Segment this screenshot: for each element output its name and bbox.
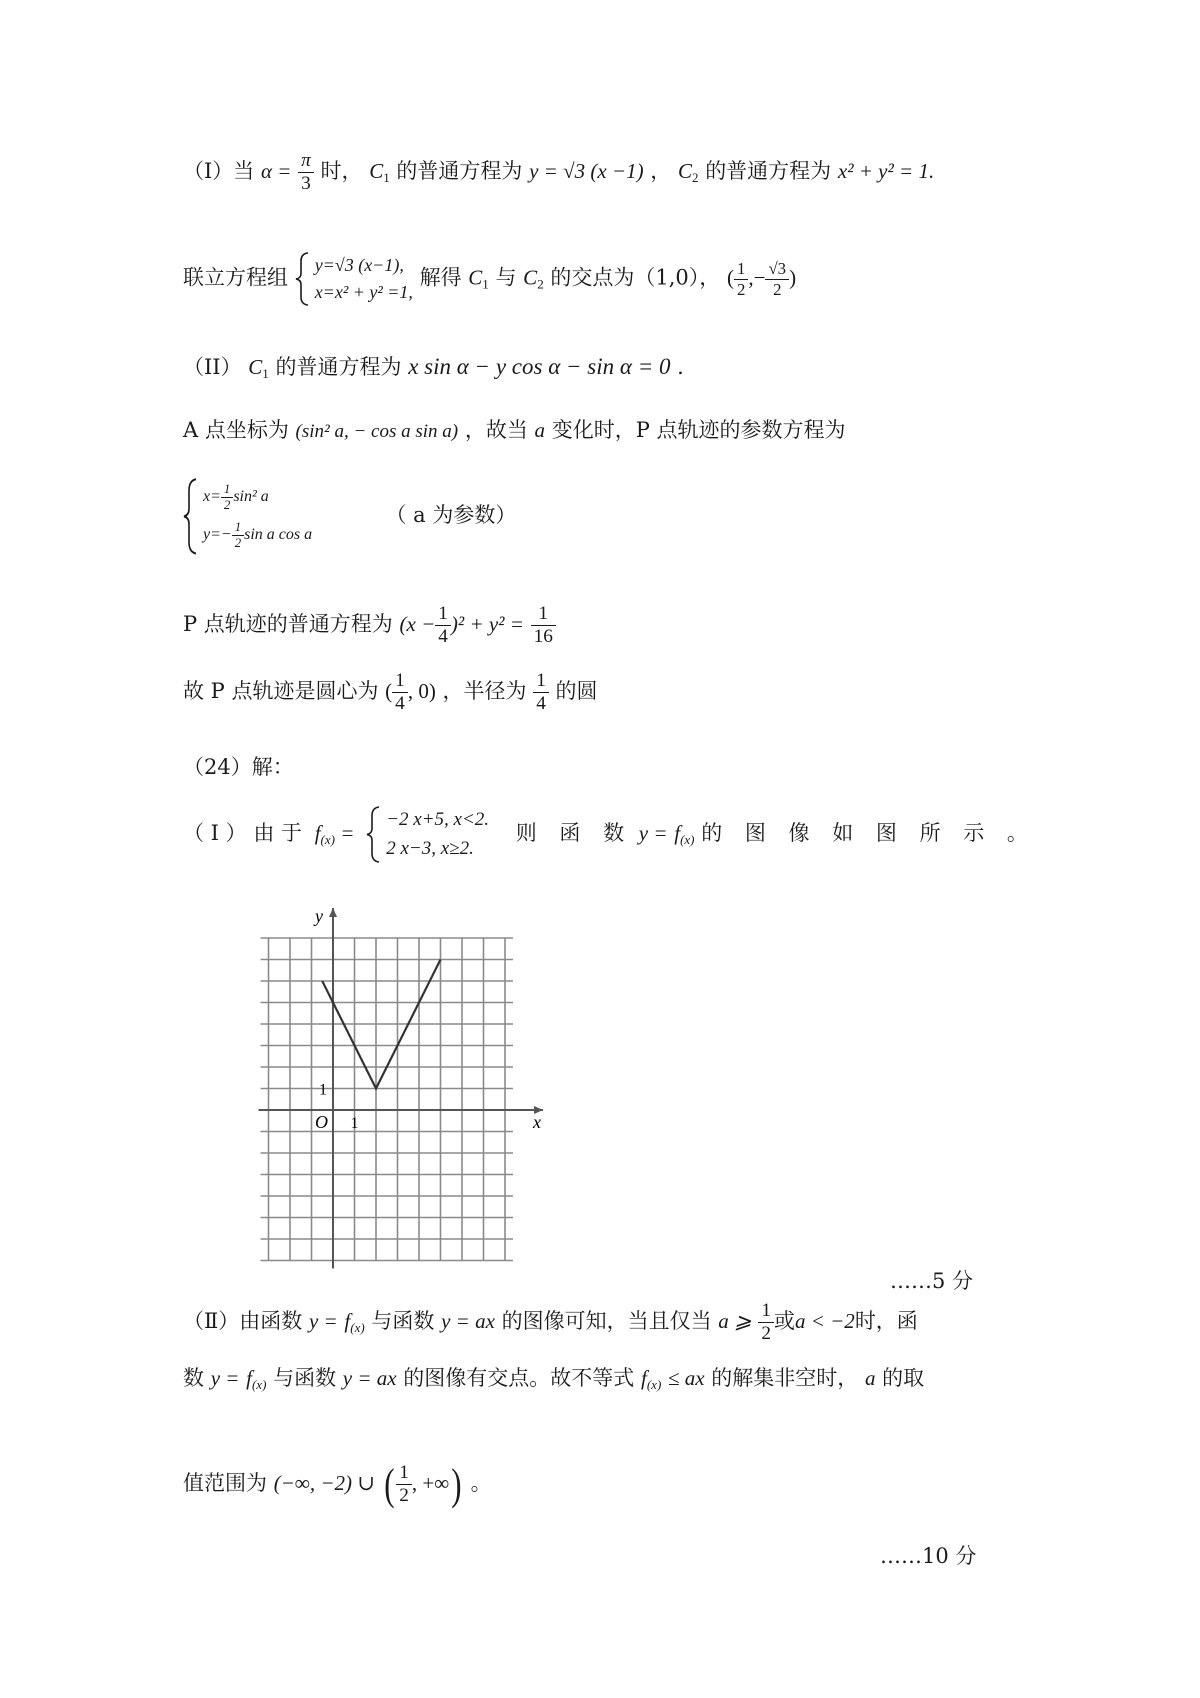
score-10: ……10 分: [880, 1544, 977, 1568]
coordinate-a: (sin² a, − cos a sin a): [295, 421, 459, 442]
y-tick-label: 1: [319, 1081, 327, 1099]
equation-c2: x² + y² = 1.: [837, 159, 935, 184]
equation-c1-general: x sin α − y cos α − sin α = 0: [408, 354, 671, 379]
para-intersection: 数 $y = f_{(x)}$ 与函数 y = ax 的图像有交点。故不等式 $f_{(x)}$ ≤ ax 的解集非空时， a 的取: [183, 1366, 925, 1392]
para-locus-equation: P 点轨迹的普通方程为 (x − $\frac{1}{4}$ )² + y² = $\frac{1}{16}$: [183, 603, 556, 648]
para-range: 值范围为 (−∞, −2) ∪ ( $\frac{1}{2}$ , +∞) 。: [183, 1459, 492, 1509]
para-part2-answer: （Ⅱ）由函数 $y = f_{(x)}$ 与函数 y = ax 的图像可知，当且仅当 a ⩾ $\frac{1}{2}$ 或a < −2时，函: [183, 1300, 918, 1345]
para-parametric: [183, 478, 516, 555]
alpha-equals: α =: [260, 159, 292, 184]
function-graph: [183, 890, 541, 1240]
para-point-a: A 点坐标为 (sin² a, − cos a sin a) ，故当 a 变化时，P 点轨迹的参数方程为: [183, 418, 846, 442]
part-label: （I）当: [183, 159, 255, 184]
para-part2: （II） $C_1$ 的普通方程为 x sin α − y cos α − sin α = 0 .: [183, 354, 684, 381]
question-24-heading: （24）解：: [183, 755, 294, 779]
y-axis-arrow-icon: [329, 908, 337, 917]
fraction-half: $\frac{1}{2}$: [734, 259, 748, 299]
y-axis-label: y: [315, 906, 323, 926]
brace-icon: [183, 478, 199, 555]
para-part1: （I）当 α = $\frac{\pi}{3}$ 时， $C_1$ 的普通方程为 y = √3 (x −1) ， $C_2$ 的普通方程为 x² + y² = 1.: [183, 150, 935, 195]
brace-icon: [295, 252, 311, 306]
fraction-root3-over-2: $\frac{√3}{2}$: [765, 259, 789, 299]
piecewise-system: −2 x+5, x<2. 2 x−3, x≥2.: [366, 806, 489, 863]
parametric-system: x= $\frac{1}{2}$ sin² a y=− $\frac{1}{2}$ sin a cos a: [183, 478, 312, 555]
x-axis-label: x: [533, 1112, 541, 1132]
para-system: 联立方程组 y=√3 (x−1), x=x² + y² =1, 解得 $C_1$ 与 $C_2$ 的交点为（1,0）， ( $\frac{1}{2}$ ,− $\frac{√3}{2}$ ): [183, 252, 796, 306]
brace-icon: [366, 806, 382, 863]
score-5: ……5 分: [890, 1269, 974, 1293]
parameter-note: （ a 为参数）: [385, 502, 517, 527]
fraction-pi-over-3: $\frac{\pi}{3}$: [298, 150, 314, 195]
grid: [261, 938, 514, 1261]
para-piecewise: （ Ⅰ ） 由 于 $f_{(x)}$ = −2 x+5, x<2. 2 x−3, x≥2. 则 函 数 $y = f_{(x)}$ 的 图 像 如 图 所 示 。: [183, 806, 1036, 863]
curve-c1: C: [369, 159, 384, 184]
para-locus-circle: 故 P 点轨迹是圆心为 ( $\frac{1}{4}$ , 0) ，半径为 $\frac{1}{4}$ 的圆: [183, 670, 598, 715]
curve-c2: C: [677, 159, 692, 184]
origin-label: O: [315, 1112, 328, 1132]
equation-system: y=√3 (x−1), x=x² + y² =1,: [295, 252, 413, 306]
equation-c1: y = √3 (x −1): [529, 159, 644, 184]
x-tick-label: 1: [350, 1115, 359, 1132]
